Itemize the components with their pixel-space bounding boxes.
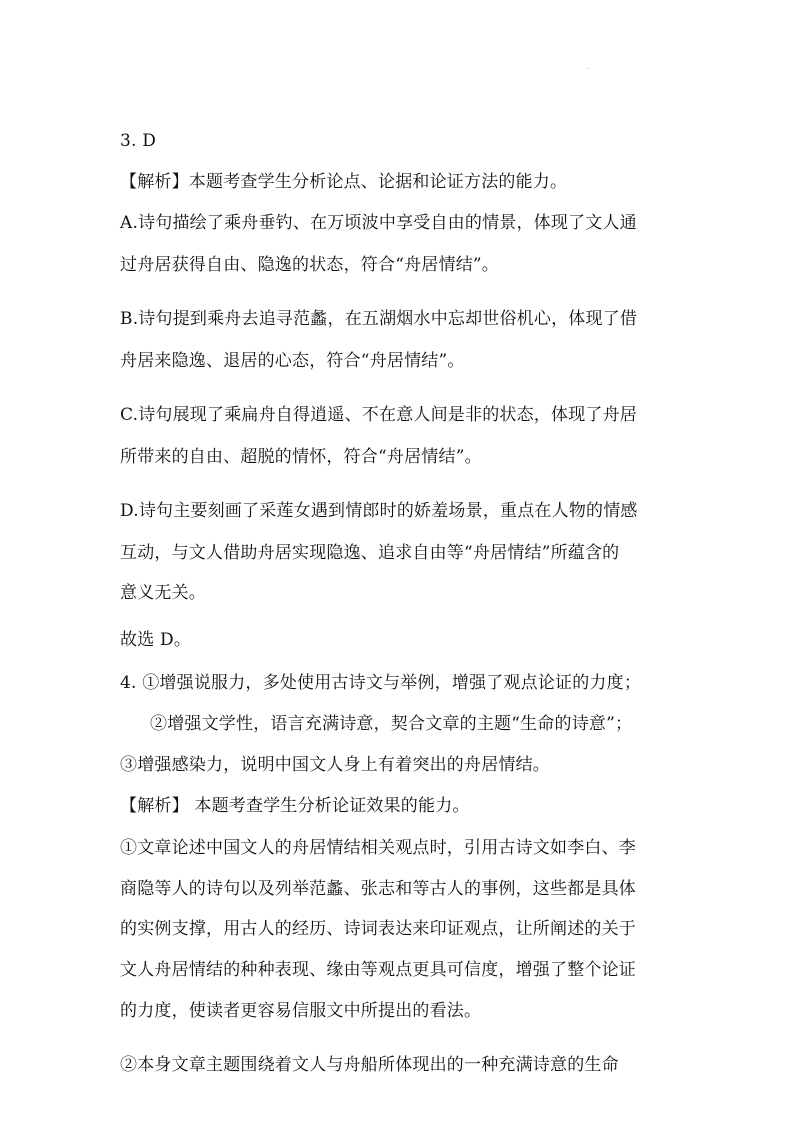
answer-3-choice: 故选 D。 <box>120 630 192 650</box>
analysis-4-para2-line-1: ②本身文章主题围绕着文人与舟船所体现出的一种充满诗意的生命 <box>120 1055 619 1075</box>
answer-3-heading: 3. D <box>120 131 157 151</box>
analysis-4-para1-line-3: 的实例支撑，用古人的经历、诗词表达来印证观点，让所阐述的关于 <box>120 919 636 939</box>
analysis-4-para1-line-4: 文人舟居情结的种种表现、缘由等观点更具可信度，增强了整个论证 <box>120 960 636 980</box>
option-d-line-3: 意义无关。 <box>120 583 206 603</box>
analysis-4-para1-line-2: 商隐等人的诗句以及列举范蠡、张志和等古人的事例，这些都是具体 <box>120 879 636 899</box>
option-c-line-1: C.诗句展现了乘扁舟自得逍遥、不在意人间是非的状态，体现了舟居 <box>120 405 638 425</box>
answer-4-point-1: 4. ①增强说服力，多处使用古诗文与举例，增强了观点论证的力度； <box>120 673 642 693</box>
option-a-line-1: A.诗句描绘了乘舟垂钓、在万顷波中享受自由的情景，体现了文人通 <box>120 213 637 233</box>
analysis-4-intro: 【解析】 本题考查学生分析论证效果的能力。 <box>120 796 470 816</box>
answer-4-point-2: ②增强文学性，语言充满诗意，契合文章的主题“生命的诗意”； <box>150 714 633 734</box>
analysis-4-para1-line-1: ①文章论述中国文人的舟居情结相关观点时，引用古诗文如李白、李 <box>120 838 636 858</box>
corner-dot: . <box>587 62 590 71</box>
option-b-line-1: B.诗句提到乘舟去追寻范蠡，在五湖烟水中忘却世俗机心，体现了借 <box>120 309 638 329</box>
analysis-4-para1-line-5: 的力度，使读者更容易信服文中所提出的看法。 <box>120 1001 482 1021</box>
analysis-3-intro: 【解析】本题考查学生分析论点、论据和论证方法的能力。 <box>120 172 568 192</box>
option-a-line-2: 过舟居获得自由、隐逸的状态，符合“舟居情结”。 <box>120 255 499 275</box>
option-b-line-2: 舟居来隐逸、退居的心态，符合“舟居情结”。 <box>120 351 465 371</box>
answer-4-point-3: ③增强感染力，说明中国文人身上有着突出的舟居情结。 <box>120 755 550 775</box>
option-c-line-2: 所带来的自由、超脱的情怀，符合“舟居情结”。 <box>120 447 482 467</box>
option-d-line-2: 互动，与文人借助舟居实现隐逸、追求自由等“舟居情结”所蕴含的 <box>120 543 620 563</box>
option-d-line-1: D.诗句主要刻画了采莲女遇到情郎时的娇羞场景，重点在人物的情感 <box>120 501 638 521</box>
